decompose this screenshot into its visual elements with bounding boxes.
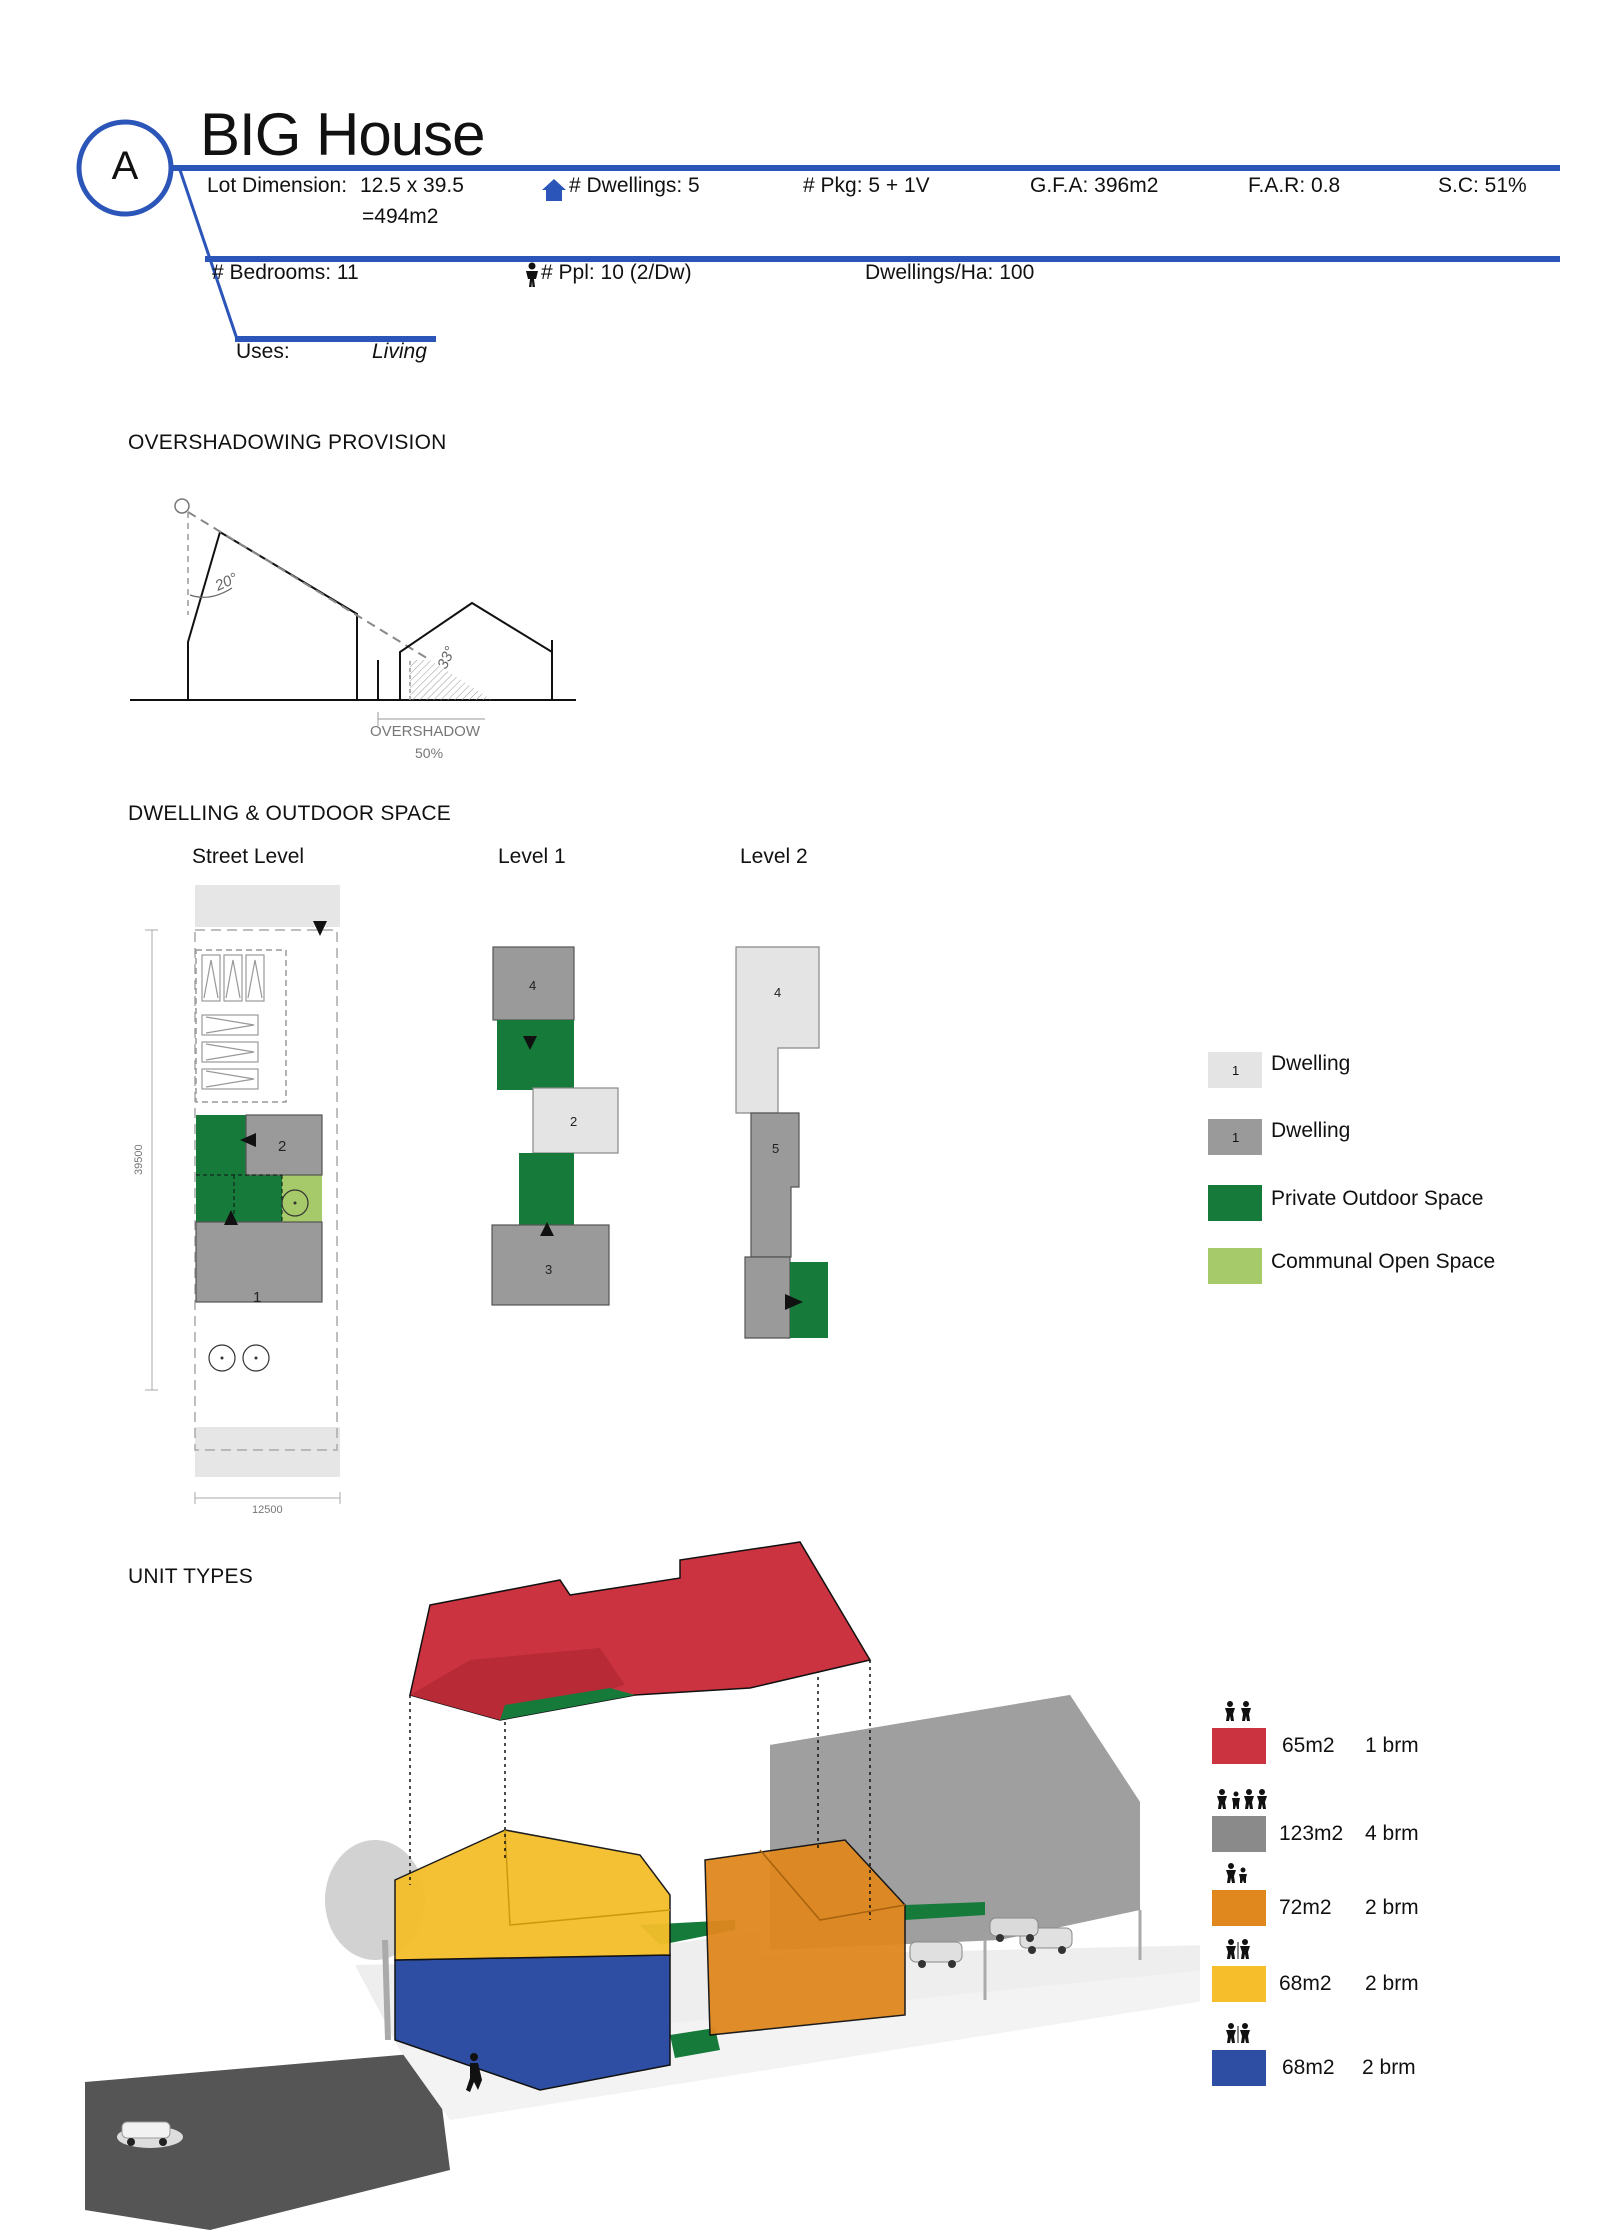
legend-swatch (1208, 1185, 1262, 1221)
overshadow-label: OVERSHADOW (370, 723, 481, 740)
people-count: # Ppl: 10 (2/Dw) (541, 261, 692, 284)
unit-area: 72m2 (1279, 1896, 1332, 1919)
dwellings-count: # Dwellings: 5 (569, 174, 700, 197)
angle-b-label: 33° (434, 643, 460, 672)
unit-swatch (1212, 1728, 1266, 1764)
legend-label: Private Outdoor Space (1271, 1187, 1484, 1210)
parking-count: # Pkg: 5 + 1V (803, 174, 930, 197)
angle-a-label: 20° (212, 569, 241, 595)
plan-level-2 (736, 947, 828, 1338)
unit-label-2-l1: 2 (570, 1114, 578, 1129)
plan-level-1 (492, 947, 618, 1305)
uses-label: Uses: (236, 340, 290, 363)
lot-dimension-label: Lot Dimension: (207, 174, 348, 197)
level-label-2: Level 2 (740, 845, 808, 868)
couple-icon (1224, 2022, 1252, 2044)
unit-area: 123m2 (1279, 1822, 1344, 1845)
legend-label: Dwelling (1271, 1119, 1351, 1142)
badge-letter: A (111, 144, 139, 188)
unit-bedrooms: 2 brm (1362, 2056, 1416, 2079)
person-icon (523, 262, 541, 293)
unit-label-4-l1: 4 (529, 978, 537, 993)
legend-label: Communal Open Space (1271, 1250, 1496, 1273)
sun-icon (175, 499, 189, 513)
unit-bedrooms: 1 brm (1365, 1734, 1419, 1757)
unit-label-5-l2: 5 (772, 1141, 780, 1156)
dim-height-label: 39500 (133, 1144, 145, 1175)
level-label-1: Level 1 (498, 845, 566, 868)
overshadowing-diagram (120, 490, 600, 780)
lot-area: =494m2 (362, 205, 439, 228)
two-adults-icon (1222, 1700, 1256, 1722)
unit-swatch (1212, 1966, 1266, 2002)
unit-area: 68m2 (1282, 2056, 1335, 2079)
couple-icon (1224, 1938, 1252, 1960)
level-label-street: Street Level (192, 845, 305, 868)
isometric-diagram (0, 1530, 1200, 2236)
overshadow-percent: 50% (415, 745, 444, 761)
unit-bedrooms: 2 brm (1365, 1896, 1419, 1919)
far-value: F.A.R: 0.8 (1248, 174, 1341, 197)
unit-types-heading: UNIT TYPES (128, 1565, 253, 1588)
family-of-five-icon (1216, 1788, 1268, 1810)
adult-child-icon (1224, 1862, 1250, 1884)
unit-area: 65m2 (1282, 1734, 1335, 1757)
unit-bedrooms: 4 brm (1365, 1822, 1419, 1845)
plan-legend (1208, 1052, 1538, 1282)
uses-value: Living (372, 340, 427, 363)
unit-area: 68m2 (1279, 1972, 1332, 1995)
unit-bedrooms: 2 brm (1365, 1972, 1419, 1995)
plans-diagram (0, 870, 900, 1520)
lot-dimension-value: 12.5 x 39.5 (360, 174, 464, 197)
dwelling-heading: DWELLING & OUTDOOR SPACE (128, 802, 451, 825)
unit-swatch (1212, 1816, 1266, 1852)
legend-swatch: 1 (1208, 1119, 1262, 1155)
car-icon (990, 1918, 1038, 1942)
unit-swatch (1212, 2050, 1266, 2086)
unit-types-legend (1212, 1700, 1532, 2100)
gfa-value: G.F.A: 396m2 (1030, 174, 1159, 197)
house-icon (541, 178, 567, 207)
unit-label-3-l1: 3 (545, 1262, 553, 1277)
page-title: BIG House (200, 101, 485, 168)
unit-label-1-street: 1 (253, 1289, 262, 1306)
dim-width-label: 12500 (252, 1504, 283, 1516)
dwellings-per-ha: Dwellings/Ha: 100 (865, 261, 1035, 284)
bedrooms-count: # Bedrooms: 11 (212, 261, 359, 284)
unit-swatch (1212, 1890, 1266, 1926)
legend-swatch (1208, 1248, 1262, 1284)
plan-street-level (133, 885, 340, 1516)
overshadowing-heading: OVERSHADOWING PROVISION (128, 431, 447, 454)
sc-value: S.C: 51% (1438, 174, 1527, 197)
unit-label-4-l2: 4 (774, 985, 782, 1000)
legend-label: Dwelling (1271, 1052, 1351, 1075)
legend-swatch: 1 (1208, 1052, 1262, 1088)
unit-label-2-street: 2 (278, 1138, 287, 1155)
